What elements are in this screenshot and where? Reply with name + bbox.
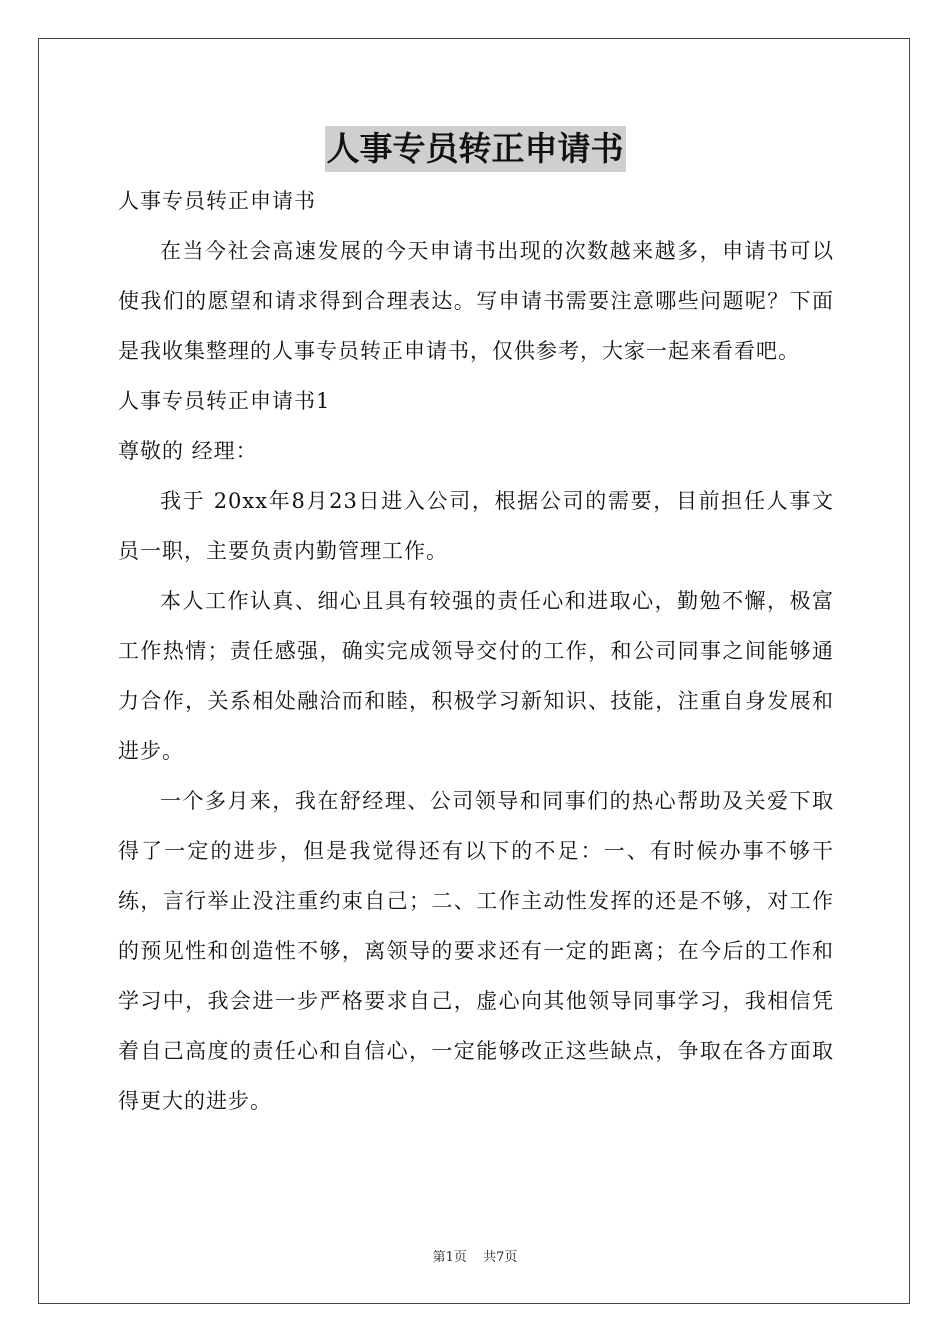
title-wrap [0,126,950,172]
subtitle-paragraph: 人事专员转正申请书 [118,189,316,213]
intro-paragraph: 在当今社会高速发展的今天申请书出现的次数越来越多，申请书可以使我们的愿望和请求得到合理表达。写申请书需要注意哪些问题呢？下面是我收集整理的人事专员转正申请书，仅供参考，大家一起来看看吧。 [118,239,834,363]
document-body [118,176,834,1126]
body-paragraph-1: 我于 20xx年8月23日进入公司，根据公司的需要，目前担任人事文员一职，主要负责内勤管理工作。 [118,489,834,563]
body-paragraph-3: 一个多月来，我在舒经理、公司领导和同事们的热心帮助及关爱下取得了一定的进步，但是我觉得还有以下的不足：一、有时候办事不够干练，言行举止没注重约束自己；二、工作主动性发挥的还是不够，对工作的预见性和创造性不够，离领导的要求还有一定的距离；在今后的工作和学习中，我会进一步严格要求自己，虚心向其他领导同事学习，我相信凭着自己高度的责任心和自信心，一定能够改正这些缺点，争取在各方面取得更大的进步。 [118,789,834,1113]
salutation: 尊敬的 经理： [118,439,258,463]
section-heading: 人事专员转正申请书1 [118,389,331,413]
body-paragraph-2: 本人工作认真、细心且具有较强的责任心和进取心，勤勉不懈，极富工作热情；责任感强，确实完成领导交付的工作，和公司同事之间能够通力合作，关系相处融洽而和睦，积极学习新知识、技能，注重自身发展和进步。 [118,589,834,763]
document-title: 人事专员转正申请书 [325,126,626,172]
page-footer [0,1246,950,1265]
page-number-total: 共7页 [483,1250,518,1265]
page-number-current: 第1页 [432,1250,467,1265]
